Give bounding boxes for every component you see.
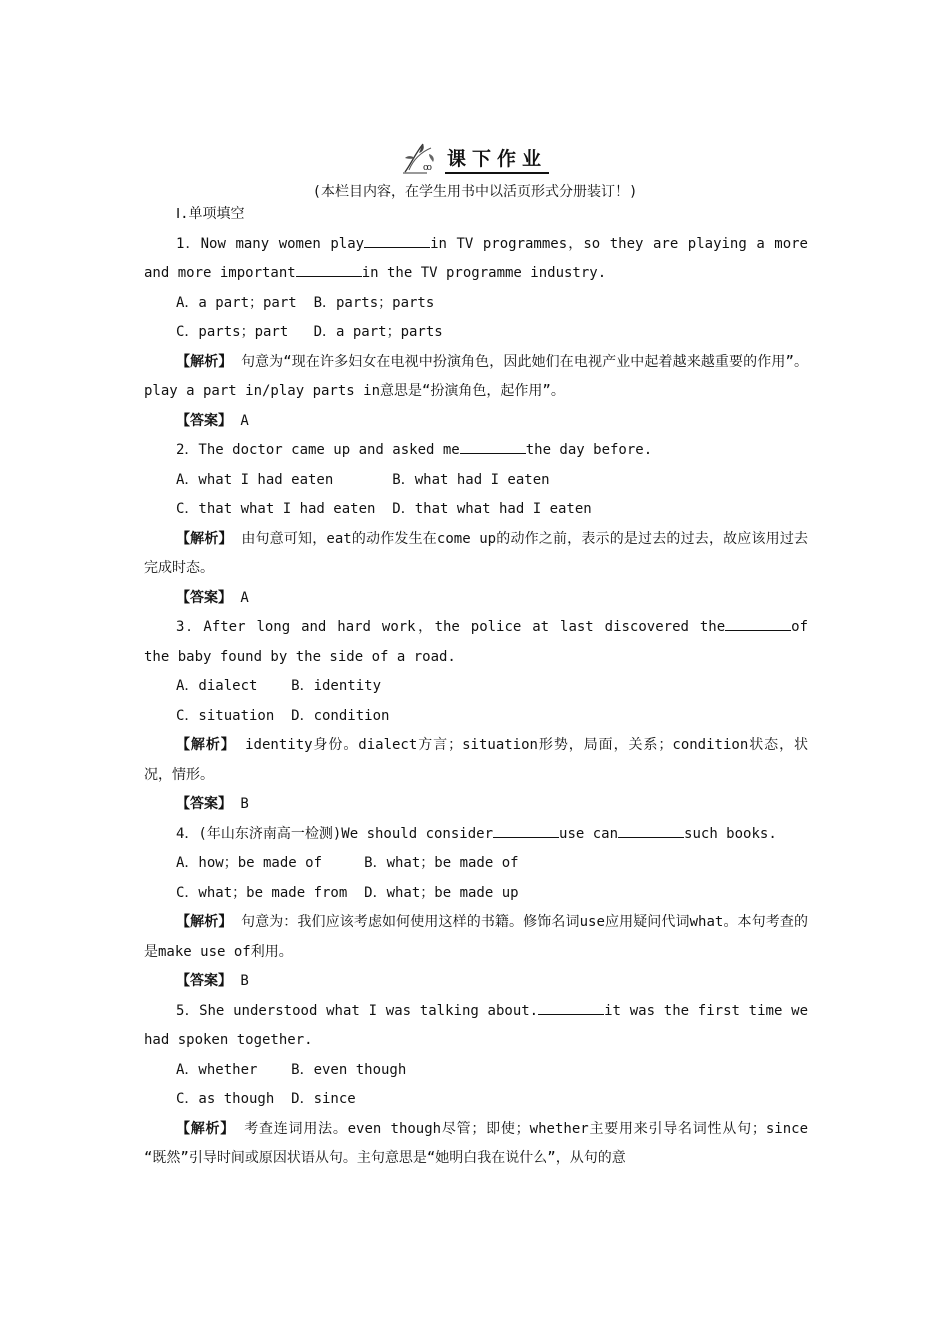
title-wrap bbox=[401, 140, 549, 174]
question-2-options-row-2: C．that what I had eaten D．that what had I eaten bbox=[176, 501, 592, 517]
question-1-analysis bbox=[144, 348, 808, 407]
blank bbox=[725, 616, 791, 631]
question-5-analysis-text: 考查连词用法。even though尽管；即使；whether主要用来引导名词性从句；since “既然”引导时间或原因状语从句。主句意思是“她明白我在说什么”，从句的意 bbox=[144, 1120, 808, 1166]
question-2-stem bbox=[144, 436, 808, 466]
question-1-analysis-text: 句意为“现在许多妇女在电视中扮演角色，因此她们在电视产业中起着越来越重要的作用”。play a part in/play parts in意思是“扮演角色，起作用”。 bbox=[144, 353, 808, 399]
section-heading: Ⅰ.单项填空 bbox=[176, 206, 245, 222]
question-2-stem-part-b: the day before. bbox=[525, 442, 653, 458]
header bbox=[0, 140, 950, 178]
question-4-options-row-2: C．what；be made from D．what；be made up bbox=[176, 884, 519, 901]
blank bbox=[364, 233, 430, 248]
question-3-options-row-1: A．dialect B．identity bbox=[176, 678, 382, 694]
question-1-options-row-1: A．a part；part B．parts；parts bbox=[176, 294, 435, 311]
analysis-label: 【解析】 bbox=[176, 737, 236, 753]
question-4-answer-value: B bbox=[232, 973, 249, 989]
question-4-stem-part-b: use can bbox=[559, 825, 619, 842]
question-5-analysis bbox=[144, 1115, 808, 1174]
orchid-icon bbox=[401, 140, 441, 174]
question-1-options-row-2: C．parts；part D．a part；parts bbox=[176, 324, 443, 340]
question-5-options-row-1: A．whether B．even though bbox=[176, 1061, 407, 1078]
question-1-stem-part-c: in the TV programme industry. bbox=[361, 265, 607, 281]
question-4-analysis-text: 句意为：我们应该考虑如何使用这样的书籍。修饰名词use应用疑问代词what。本句考查的是make use of利用。 bbox=[144, 914, 808, 960]
question-5-stem-part-a: 5．She understood what I was talking about. bbox=[176, 1002, 539, 1019]
question-4-options-row-1: A．how；be made of B．what；be made of bbox=[176, 855, 519, 871]
question-1-stem-part-a: 1．Now many women play bbox=[176, 235, 365, 252]
question-4-answer bbox=[144, 967, 808, 997]
answer-label: 【答案】 bbox=[176, 796, 232, 812]
question-1-answer-value: A bbox=[232, 412, 249, 429]
question-1-answer bbox=[144, 407, 808, 437]
question-2-options-row-1: A．what I had eaten B．what had I eaten bbox=[176, 471, 550, 488]
question-4-stem-part-c: such books. bbox=[684, 825, 777, 842]
question-1-stem-part-b: in TV programmes，so they are playing a more and more important bbox=[144, 235, 808, 281]
question-5-options-row-2: C．as though D．since bbox=[176, 1091, 356, 1107]
question-5-stem-part-b: it was the first time we had spoken together. bbox=[144, 1002, 809, 1048]
worksheet-content bbox=[144, 200, 808, 1174]
analysis-label: 【解析】 bbox=[176, 530, 233, 547]
analysis-label: 【解析】 bbox=[176, 353, 233, 370]
answer-label: 【答案】 bbox=[176, 973, 232, 989]
blank bbox=[618, 823, 684, 838]
question-3-answer bbox=[144, 790, 808, 820]
question-3-analysis-text: identity身份。dialect方言；situation形势，局面，关系；condition状态，状况，情形。 bbox=[144, 737, 808, 783]
blank bbox=[538, 1000, 604, 1015]
analysis-label: 【解析】 bbox=[176, 914, 233, 930]
analysis-label: 【解析】 bbox=[176, 1120, 236, 1137]
question-2-stem-part-a: 2．The doctor came up and asked me bbox=[176, 442, 460, 458]
question-4-analysis bbox=[144, 908, 808, 967]
answer-label: 【答案】 bbox=[176, 589, 232, 606]
question-2-answer bbox=[144, 584, 808, 614]
question-1-stem bbox=[144, 230, 808, 289]
question-5-stem bbox=[144, 997, 808, 1056]
question-2-analysis bbox=[144, 525, 808, 584]
question-2-answer-value: A bbox=[232, 589, 249, 606]
page-title: 课下作业 bbox=[445, 144, 549, 174]
question-3-stem bbox=[144, 613, 808, 672]
question-3-stem-part-a: 3．After long and hard work，the police at last discovered the bbox=[176, 619, 726, 635]
question-4-stem bbox=[144, 820, 808, 850]
question-3-stem-part-b: of the baby found by the side of a road. bbox=[144, 619, 808, 665]
question-3-answer-value: B bbox=[232, 796, 249, 812]
question-2-analysis-text: 由句意可知，eat的动作发生在come up的动作之前，表示的是过去的过去，故应该用过去完成时态。 bbox=[144, 530, 809, 576]
blank bbox=[493, 823, 559, 838]
answer-label: 【答案】 bbox=[176, 412, 232, 429]
blank bbox=[296, 262, 362, 277]
question-3-analysis bbox=[144, 731, 808, 790]
question-3-options-row-2: C．situation D．condition bbox=[176, 707, 390, 724]
svg-text:ꝏ: ꝏ bbox=[422, 163, 432, 173]
page-subtitle: (本栏目内容，在学生用书中以活页形式分册装订！) bbox=[312, 184, 638, 200]
blank bbox=[460, 439, 526, 454]
question-4-stem-part-a: 4．(年山东济南高一检测)We should consider bbox=[176, 825, 494, 842]
